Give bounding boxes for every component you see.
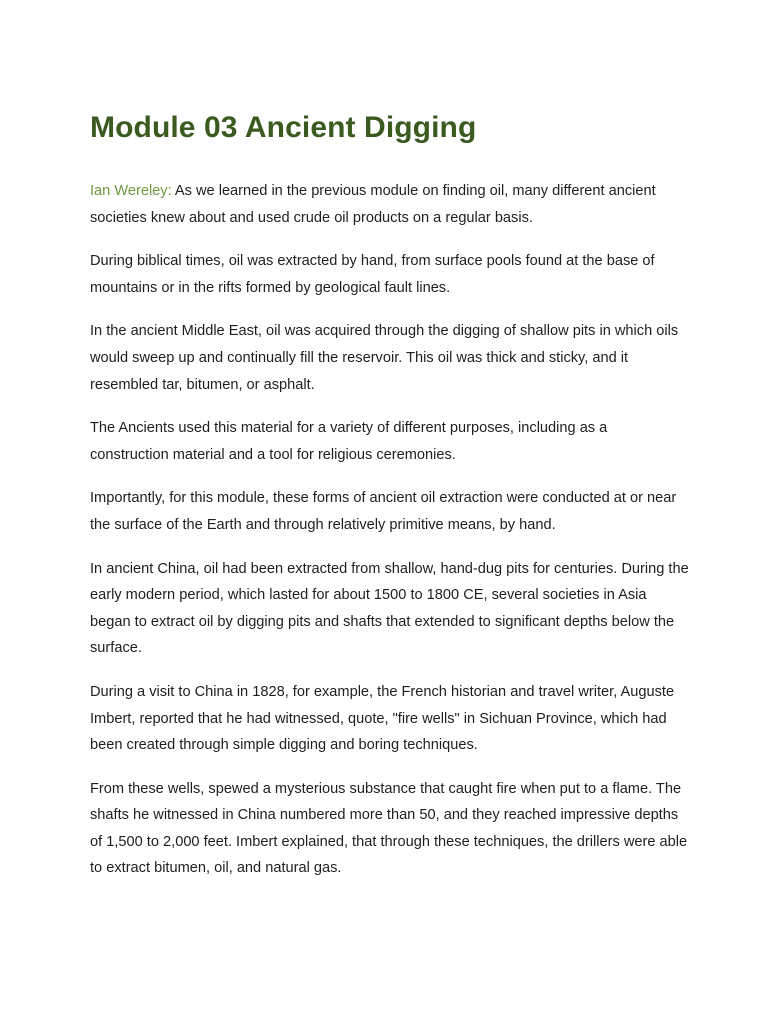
page-title: Module 03 Ancient Digging: [90, 111, 477, 144]
document-page: [90, 108, 690, 899]
paragraph-2: During biblical times, oil was extracted by hand, from surface pools found at the base of mountains or in the rifts formed by geological fault lines.: [90, 253, 655, 296]
paragraph-7: During a visit to China in 1828, for example, the French historian and travel writer, Auguste Imbert, reported that he had witnessed, quote, "fire wells" in Sichuan Province, which had been created through simple digging and boring techniques.: [90, 683, 675, 754]
paragraph-3: In the ancient Middle East, oil was acquired through the digging of shallow pits in which oils would sweep up and continually fill the reservoir. This oil was thick and sticky, and it resembled tar, bitumen, or asphalt.: [90, 323, 679, 393]
paragraph-8: From these wells, spewed a mysterious substance that caught fire when put to a flame. The shafts he witnessed in China numbered more than 50, and they reached impressive depths of 1,500 to 2,000 feet. Imbert explained, that through these techniques, the drillers were able to extract bitumen, oil, and natural gas.: [90, 780, 688, 877]
paragraph-4: The Ancients used this material for a variety of different purposes, including as a construction material and a tool for religious ceremonies.: [90, 420, 608, 463]
paragraph-1-text: As we learned in the previous module on finding oil, many different ancient societies knew about and used crude oil products on a regular basis.: [90, 183, 656, 226]
paragraph-6: In ancient China, oil had been extracted from shallow, hand-dug pits for centuries. During the early modern period, which lasted for about 1500 to 1800 CE, several societies in Asia began to extract oil by digging pits and shafts that extended to significant depths below the surface.: [90, 560, 689, 657]
paragraph-5: Importantly, for this module, these forms of ancient oil extraction were conducted at or near the surface of the Earth and through relatively primitive means, by hand.: [90, 490, 677, 533]
paragraph-1: [90, 178, 690, 231]
speaker-name: Ian Wereley:: [90, 183, 172, 199]
